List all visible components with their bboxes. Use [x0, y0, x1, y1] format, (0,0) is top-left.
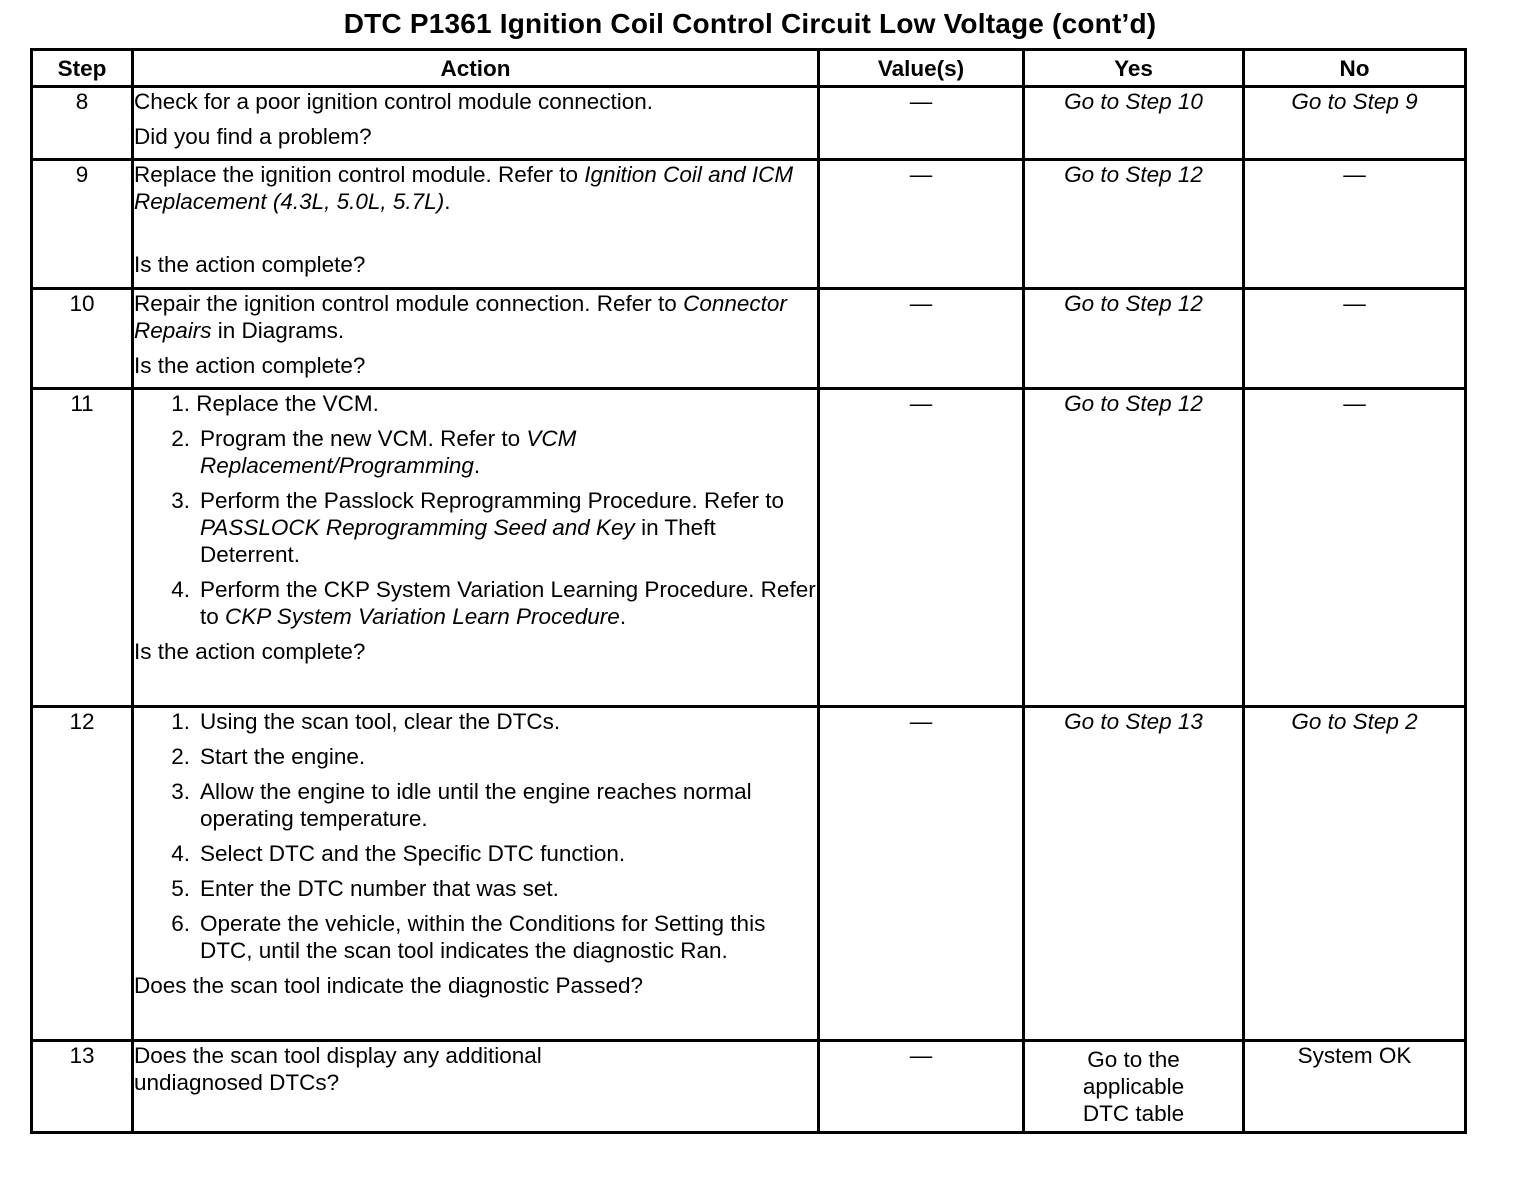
yes-cell: Go to Step 12: [1024, 160, 1244, 289]
procedure-list: [134, 390, 817, 630]
action-question: Does the scan tool indicate the diagnostic Passed?: [134, 973, 644, 998]
list-item-number: 2.: [171, 426, 190, 451]
action-text-post: in Diagrams.: [211, 318, 345, 343]
yes-cell-text: Go to the applicable DTC table: [1082, 1047, 1185, 1126]
list-item: [134, 576, 817, 630]
yes-cell: [1024, 1041, 1244, 1133]
list-item: [134, 910, 817, 964]
yes-cell: Go to Step 12: [1024, 389, 1244, 707]
no-cell: —: [1244, 160, 1466, 289]
action-cell: [133, 707, 819, 1041]
step-number: 9: [32, 160, 133, 289]
list-item-text: [190, 576, 817, 630]
yes-cell: Go to Step 13: [1024, 707, 1244, 1041]
table-row-step-10: [32, 289, 1466, 389]
procedure-list: [134, 708, 817, 964]
step-number: 12: [32, 707, 133, 1041]
list-item-number: 3.: [171, 779, 190, 804]
action-question: Is the action complete?: [134, 353, 366, 378]
list-item: [134, 840, 817, 867]
list-item-text-post: .: [473, 453, 481, 478]
list-item-text: Start the engine.: [200, 744, 366, 769]
no-cell: System OK: [1244, 1041, 1466, 1133]
step-number: 10: [32, 289, 133, 389]
action-text-post: .: [444, 189, 451, 214]
header-step: Step: [32, 50, 133, 87]
list-item-number: 4.: [171, 841, 190, 866]
list-item-number: 2.: [171, 744, 190, 769]
action-question: Is the action complete?: [134, 252, 366, 277]
action-cell: [133, 289, 819, 389]
list-item-reference: CKP System Variation Learn Procedure: [225, 604, 620, 629]
table-header-row: [32, 50, 1466, 87]
action-cell: [133, 1041, 819, 1133]
header-yes: Yes: [1024, 50, 1244, 87]
list-item-number: 6.: [171, 911, 190, 936]
action-cell: [133, 389, 819, 707]
list-item-text: Using the scan tool, clear the DTCs.: [200, 709, 561, 734]
list-item-text: [190, 390, 817, 417]
list-item-text: Allow the engine to idle until the engine reaches normal operating temperature.: [200, 779, 752, 831]
list-item-text-post: in Theft Deterrent.: [200, 515, 716, 567]
table-row-step-8: [32, 87, 1466, 160]
step-number: 8: [32, 87, 133, 160]
value-cell: —: [819, 389, 1024, 707]
header-no: No: [1244, 50, 1466, 87]
list-item-number: 1.: [171, 709, 190, 734]
list-item-reference: PASSLOCK Reprogramming Seed and Key: [200, 515, 635, 540]
list-item-number: 4.: [171, 577, 190, 602]
list-item-number: 3.: [171, 488, 190, 513]
list-item-number: 1.: [171, 391, 190, 416]
list-item: [134, 778, 817, 832]
list-item-text: Operate the vehicle, within the Conditions for Setting this DTC, until the scan tool indicates the diagnostic Ran.: [200, 911, 766, 963]
no-cell: Go to Step 9: [1244, 87, 1466, 160]
no-cell: Go to Step 2: [1244, 707, 1466, 1041]
value-cell: —: [819, 289, 1024, 389]
action-reference: Connector Repairs: [134, 291, 787, 343]
action-text: Check for a poor ignition control module connection.: [134, 89, 654, 114]
yes-cell: Go to Step 12: [1024, 289, 1244, 389]
no-cell: —: [1244, 389, 1466, 707]
header-values: Value(s): [819, 50, 1024, 87]
list-item-number: 5.: [171, 876, 190, 901]
list-item: [134, 425, 817, 479]
list-item-text: Enter the DTC number that was set.: [200, 876, 559, 901]
list-item-text: [190, 425, 817, 479]
list-item: [134, 390, 817, 417]
no-cell: —: [1244, 289, 1466, 389]
action-question: Did you find a problem?: [134, 124, 372, 149]
header-action: Action: [133, 50, 819, 87]
list-item: [134, 743, 817, 770]
action-text: [134, 161, 817, 215]
action-reference: Ignition Coil and ICM Replacement (4.3L, 5.0L, 5.7L): [134, 162, 794, 214]
list-item: [134, 708, 817, 735]
step-number: 13: [32, 1041, 133, 1133]
value-cell: —: [819, 160, 1024, 289]
action-text-pre: Replace the ignition control module. Refer to: [134, 162, 585, 187]
list-item-text-pre: Perform the CKP System Variation Learning Procedure. Refer to: [200, 577, 816, 629]
action-cell: [133, 160, 819, 289]
value-cell: —: [819, 1041, 1024, 1133]
list-item: [134, 487, 817, 568]
diagnostic-table: [30, 48, 1467, 1134]
action-question: Is the action complete?: [134, 639, 366, 664]
table-row-step-12: [32, 707, 1466, 1041]
list-item-reference: VCM Replacement/Programming: [200, 426, 577, 478]
action-cell: [133, 87, 819, 160]
action-text-pre: Repair the ignition control module connection. Refer to: [134, 291, 684, 316]
table-row-step-13: [32, 1041, 1466, 1133]
list-item-text-pre: Perform the Passlock Reprogramming Procedure. Refer to: [200, 488, 784, 513]
list-item: [134, 875, 817, 902]
step-number: 11: [32, 389, 133, 707]
action-text: [134, 290, 817, 344]
value-cell: —: [819, 87, 1024, 160]
table-row-step-11: [32, 389, 1466, 707]
value-cell: —: [819, 707, 1024, 1041]
table-row-step-9: [32, 160, 1466, 289]
yes-cell: Go to Step 10: [1024, 87, 1244, 160]
list-item-text: Select DTC and the Specific DTC function.: [200, 841, 626, 866]
list-item-text-pre: Program the new VCM. Refer to: [200, 426, 527, 451]
list-item-text-pre: Replace the VCM.: [196, 391, 379, 416]
list-item-text: [190, 487, 817, 568]
list-item-text-post: .: [619, 604, 627, 629]
action-text: Does the scan tool display any additional undiagnosed DTCs?: [134, 1043, 542, 1095]
page-title: DTC P1361 Ignition Coil Control Circuit Low Voltage (cont’d): [343, 8, 1157, 39]
